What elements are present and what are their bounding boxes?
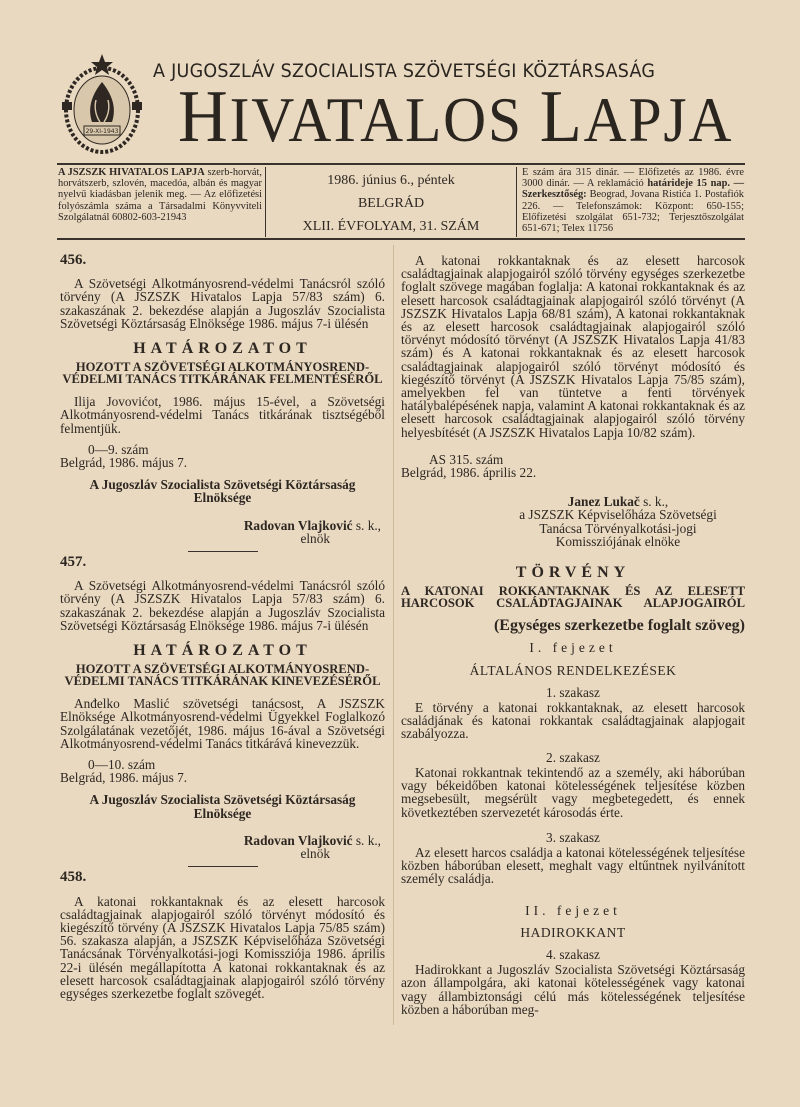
decision-heading: HOZOTT A SZÖVETSÉGI ALKOTMÁNYOSREND-VÉDELMI TANÁCS TITKÁRÁNAK FELMENTÉSÉRŐL: [62, 360, 383, 387]
chapter-2: II. fejezet: [525, 902, 621, 918]
article-intro: A Szövetségi Alkotmányosrend-védelmi Tanácsról szóló törvény (A JSZSZK Hivatalos Lapja 57/83 szám) 6. szakaszának 2. bekezdése alapján a Jugoszláv Szocialista Szövetségi Köztársaság Elnöksége 1986. május 7-i ülésén: [60, 276, 385, 331]
article-number: 458.: [60, 869, 87, 886]
reference-number: 0—10. szám: [88, 757, 156, 773]
article-458: [60, 871, 385, 1000]
subscription-info: A JSZSZK HIVATALOS LAPJA szerb-horvát, horvátszerb, szlovén, macedóa, albán és magyar nyelvű kiadásban jelenik meg. — Az előfizetési folyószámla száma a Társadalmi Könyvviteli Szolgálatnál 60802-603-21943: [58, 167, 262, 223]
price-info: E szám ára 315 dinár. — Előfizetés az 1986. évre 3000 dinár. — A reklamáció határideje 15 nap. — Szerkesztőség: Beograd, Jovana Ristića 1. Postafiók 226. — Telefonszámok: Központ: 650-155; Előfizetési szolgálat 651-732; Terjesztőszolgálat 651-671; Telex 11756: [522, 167, 744, 235]
left-column: [60, 254, 385, 1000]
svg-text:29-XI-1943: 29-XI-1943: [85, 128, 119, 135]
law-heading: A KATONAI ROKKANTAKNAK ÉS AZ ELESETT HARCOSOK CSALÁDTAGJAINAK ALAPJOGAIRÓL: [401, 584, 745, 611]
signing-body: A Jugoszláv Szocialista Szövetségi Köztársaság Elnöksége: [89, 792, 356, 821]
separator: [188, 551, 258, 552]
masthead-title: HIVATALOS LAPJA: [178, 76, 734, 158]
place-date: Belgrád, 1986. április 22.: [401, 465, 537, 481]
decision-body: Ilija Jovovićot, 1986. május 15-ével, a Szövetségi Alkotmányosrend-védelmi Tanács titkárának tisztségéből felmentjük.: [60, 394, 385, 436]
law-subtitle: (Egységes szerkezetbe foglalt szöveg): [493, 617, 745, 635]
signer-role-2: Tanácsa Törvényalkotási-jogi: [539, 520, 697, 536]
issue-info: [265, 167, 517, 237]
place-date: Belgrád, 1986. május 7.: [60, 455, 188, 471]
article-body: A katonai rokkantaknak és az elesett harcosok családtagjainak alapjogairól szóló törvényt módosító és kiegészítő törvény (A JSZSZK Hivatalos Lapja 75/85 szám) 56. szakasza alapján, a JSZSZK Képviselőháza Szövetségi Tanácsának Törvényalkotási-jogi Komissziója 1986. április 22-i ülésén megállapította A katonai rokkantaknak és az elesett harcosok családtagjainak alapjogairól szóló törvény egységes szerkezetbe foglalt szövegét.: [60, 893, 385, 1001]
section-4-label: 4. szakasz: [546, 946, 600, 962]
article-458-continued: A katonai rokkantaknak és az elesett harcosok családtagjainak alapjogairól szóló törvény egységes szerkezetbe foglalt szövege magában foglalja: A katonai rokkantaknak és az elesett harcosok családtagjainak alapjogairól szóló törvényt (A JSZSZK Hivatalos Lapja 68/81 szám), A katonai rokkantaknak és az elesett harcosok családtagjainak alapjogairól szóló törvényt módosító törvényt (A JSZSZK Hivatalos Lapja 41/83 szám) és A katonai rokkantaknak és az elesett harcosok családtagjainak alapjogairól szóló törvényt módosító és kiegészítő törvényt (A JSZSZK Hivatalos Lapja 75/85 szám), amelyekben fel van tüntetve a fenti törvények hatálybalépésének napja, valamint A katonai rokkantaknak és az elesett harcosok családtagjainak alapjogairól szóló törvény helyesbítését (A JSZSZK Hivatalos Lapja 10/82 szám).: [401, 253, 745, 440]
section-3-label: 3. szakasz: [546, 829, 600, 845]
separator: [188, 866, 258, 867]
header-top-rule: [57, 163, 745, 165]
decision-body: Anđelko Maslić szövetségi tanácsost, A JSZSZK Elnöksége Alkotmányosrend-védelmi Ügyekkel Foglalkozó Szolgálatának vezetőjét, 1986. május 16-ával a Szövetségi Alkotmányosrend-védelmi Tanács titkárává kinevezzük.: [60, 696, 385, 751]
section-2-label: 2. szakasz: [546, 749, 600, 765]
place-date: Belgrád, 1986. május 7.: [60, 770, 188, 786]
reference-number: 0—9. szám: [88, 441, 149, 457]
header-bottom-rule: [57, 238, 745, 240]
signer: Janez Lukač s. k.,: [567, 494, 669, 510]
issue-date: 1986. június 6., péntek: [327, 173, 455, 188]
issue-number: XLII. ÉVFOLYAM, 31. SZÁM: [302, 219, 480, 234]
signer-role-1: a JSZSZK Képviselőháza Szövetségi: [519, 507, 717, 523]
issue-city: BELGRÁD: [357, 196, 425, 211]
signer-role: elnök: [300, 530, 330, 546]
article-number: 457.: [60, 554, 87, 571]
state-emblem-icon: [60, 52, 144, 160]
article-457: [60, 556, 385, 860]
law-title: TÖRVÉNY: [515, 564, 631, 582]
section-4-text: Hadirokkant a Jugoszláv Szocialista Szövetségi Köztársaság azon állampolgára, aki katonai kötelességének vagy katonai vagy állambiztonsági célú más kötelességének teljesítése közben a háborúban meg-: [401, 962, 745, 1017]
decision-title: HATÁROZATOT: [133, 642, 312, 660]
column-divider: [393, 245, 394, 1025]
chapter-1-title: ÁLTALÁNOS RENDELKEZÉSEK: [469, 662, 677, 678]
article-number: 456.: [60, 252, 87, 268]
article-intro: A Szövetségi Alkotmányosrend-védelmi Tanácsról szóló törvény (A JSZSZK Hivatalos Lapja 57/83 szám) 6. szakaszának 2. bekezdése alapján a Jugoszláv Szocialista Szövetségi Köztársaság Elnöksége 1986. május 7-i ülésén: [60, 578, 385, 633]
decision-title: HATÁROZATOT: [133, 340, 312, 358]
section-1-text: E törvény a katonai rokkantaknak, az elesett harcosok családjának és katonai rokkantak családtagjainak alapjogait szabályozza.: [401, 700, 745, 742]
signer-role-3: Komissziójának elnöke: [555, 533, 681, 549]
section-3-text: Az elesett harcos családja a katonai kötelességének teljesítése közben háborúban elesett, meghalt vagy eltűntnek nyilvánított személy családja.: [401, 844, 745, 887]
section-1-label: 1. szakasz: [546, 684, 600, 700]
decision-heading: HOZOTT A SZÖVETSÉGI ALKOTMÁNYOSREND-VÉDELMI TANÁCS TITKÁRÁNAK KINEVEZÉSÉRŐL: [64, 662, 381, 689]
signing-body: A Jugoszláv Szocialista Szövetségi Köztársaság Elnöksége: [89, 477, 356, 506]
article-456: [60, 254, 385, 545]
signer: Radovan Vlajković s. k.,: [243, 832, 381, 848]
masthead-kicker: A JUGOSZLÁV SZOCIALISTA SZÖVETSÉGI KÖZTÁRSASÁG: [153, 60, 656, 82]
signer: Radovan Vlajković s. k.,: [243, 517, 381, 533]
section-2-text: Katonai rokkantnak tekintendő az a személy, aki háborúban vagy békeidőben katonai kötelességének teljesítése közben megsebesült, megsérült vagy megbetegedett, és ennek következtében szervezetét károsodás érte.: [401, 764, 745, 820]
chapter-1: I. fejezet: [529, 640, 617, 656]
reference-number: AS 315. szám: [429, 451, 504, 467]
signer-role: elnök: [300, 846, 330, 862]
right-column: [401, 254, 745, 1016]
chapter-2-title: HADIROKKANT: [520, 924, 626, 940]
